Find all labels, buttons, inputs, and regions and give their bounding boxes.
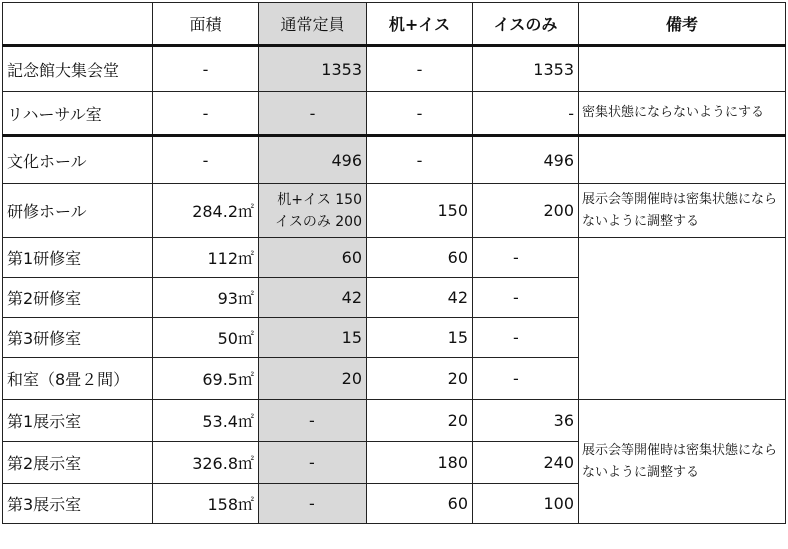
table-row <box>3 46 786 92</box>
capacity-cell: 15 <box>259 318 367 358</box>
desk-cell: - <box>367 46 473 92</box>
chair-cell: - <box>473 318 579 358</box>
room-name: 第3研修室 <box>3 318 153 358</box>
note-cell <box>579 46 786 92</box>
desk-cell: - <box>367 92 473 136</box>
chair-cell: 240 <box>473 442 579 484</box>
desk-cell: - <box>367 136 473 184</box>
capacity-cell: - <box>259 484 367 524</box>
note-cell: 展示会等開催時は密集状態にならないように調整する <box>579 400 786 524</box>
chair-cell: - <box>473 358 579 400</box>
capacity-table <box>2 2 786 524</box>
capacity-line: イスのみ 200 <box>274 213 362 230</box>
area-cell: 50㎡ <box>153 318 259 358</box>
area-cell: 326.8㎡ <box>153 442 259 484</box>
header-row <box>3 3 786 46</box>
capacity-cell: 60 <box>259 238 367 278</box>
note-cell: 密集状態にならないようにする <box>579 92 786 136</box>
note-cell <box>579 136 786 184</box>
header-area: 面積 <box>153 3 259 46</box>
chair-cell: - <box>473 278 579 318</box>
header-desk-chair: 机+イス <box>367 3 473 46</box>
table-row <box>3 92 786 136</box>
room-name: 記念館大集会堂 <box>3 46 153 92</box>
area-cell: 93㎡ <box>153 278 259 318</box>
header-capacity: 通常定員 <box>259 3 367 46</box>
room-name: 文化ホール <box>3 136 153 184</box>
desk-cell: 20 <box>367 400 473 442</box>
area-cell: 69.5㎡ <box>153 358 259 400</box>
area-cell: 53.4㎡ <box>153 400 259 442</box>
note-cell <box>579 238 786 400</box>
capacity-line: 机+イス 150 <box>277 191 362 208</box>
desk-cell: 180 <box>367 442 473 484</box>
room-name: リハーサル室 <box>3 92 153 136</box>
capacity-cell: - <box>259 92 367 136</box>
desk-cell: 42 <box>367 278 473 318</box>
table-row <box>3 184 786 238</box>
desk-cell: 20 <box>367 358 473 400</box>
note-cell: 展示会等開催時は密集状態にならないように調整する <box>579 184 786 238</box>
area-cell: - <box>153 136 259 184</box>
desk-cell: 150 <box>367 184 473 238</box>
capacity-cell: 20 <box>259 358 367 400</box>
table-row <box>3 400 786 442</box>
capacity-cell: 42 <box>259 278 367 318</box>
room-name: 第2展示室 <box>3 442 153 484</box>
room-name: 和室（8畳２間） <box>3 358 153 400</box>
chair-cell: - <box>473 238 579 278</box>
desk-cell: 15 <box>367 318 473 358</box>
room-name: 第3展示室 <box>3 484 153 524</box>
room-name: 第2研修室 <box>3 278 153 318</box>
area-cell: 158㎡ <box>153 484 259 524</box>
area-cell: 112㎡ <box>153 238 259 278</box>
chair-cell: 36 <box>473 400 579 442</box>
header-blank <box>3 3 153 46</box>
capacity-cell: 496 <box>259 136 367 184</box>
room-name: 第1研修室 <box>3 238 153 278</box>
capacity-cell: - <box>259 442 367 484</box>
chair-cell: 200 <box>473 184 579 238</box>
room-name: 第1展示室 <box>3 400 153 442</box>
chair-cell: 100 <box>473 484 579 524</box>
area-cell: - <box>153 92 259 136</box>
table-row <box>3 136 786 184</box>
chair-cell: 1353 <box>473 46 579 92</box>
chair-cell: - <box>473 92 579 136</box>
capacity-cell: - <box>259 400 367 442</box>
desk-cell: 60 <box>367 238 473 278</box>
capacity-cell: 1353 <box>259 46 367 92</box>
room-name: 研修ホール <box>3 184 153 238</box>
capacity-cell <box>259 184 367 238</box>
chair-cell: 496 <box>473 136 579 184</box>
desk-cell: 60 <box>367 484 473 524</box>
area-cell: 284.2㎡ <box>153 184 259 238</box>
header-chair-only: イスのみ <box>473 3 579 46</box>
header-notes: 備考 <box>579 3 786 46</box>
table-row <box>3 238 786 278</box>
area-cell: - <box>153 46 259 92</box>
